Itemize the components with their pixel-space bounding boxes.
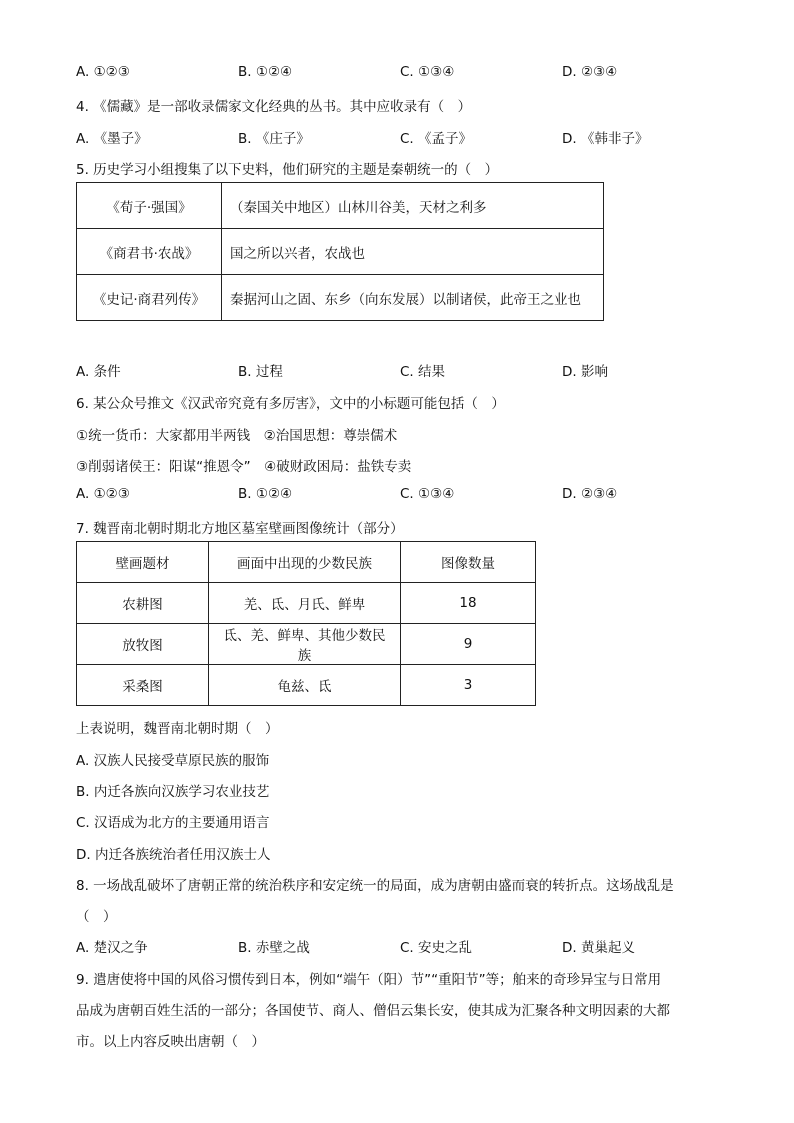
image-count: 18	[401, 583, 536, 624]
q4-option-c[interactable]: C. 《孟子》	[400, 131, 473, 147]
column-header: 图像数量	[401, 542, 536, 583]
q9-stem-line1: 9. 遣唐使将中国的风俗习惯传到日本，例如“端午（阳）节”“重阳节”等；舶来的奇珍异宝与日常用	[76, 972, 662, 988]
q6-options	[76, 486, 716, 506]
table-row	[77, 665, 536, 706]
source-title: 《荀子·强国》	[77, 183, 222, 229]
mural-subject: 放牧图	[77, 624, 209, 665]
q6-statements-2: ③削弱诸侯王：阳谋“推恩令” ④破财政困局：盐铁专卖	[76, 459, 412, 475]
q4-options	[76, 127, 716, 147]
q9-stem-line2: 品成为唐朝百姓生活的一部分；各国使节、商人、僧侣云集长安，使其成为汇聚各种文明因素的大都	[76, 1003, 670, 1019]
q5-source-table	[76, 182, 604, 321]
q3-options	[76, 64, 716, 84]
q5-option-c[interactable]: C. 结果	[400, 364, 446, 380]
source-quote: 秦据河山之固、东乡（向东发展）以制诸侯，此帝王之业也	[222, 275, 604, 321]
table-row	[77, 229, 604, 275]
q5-option-b[interactable]: B. 过程	[238, 364, 283, 380]
ethnic-groups: 羌、氐、月氏、鲜卑	[209, 583, 401, 624]
q5-stem: 5. 历史学习小组搜集了以下史料，他们研究的主题是秦朝统一的（ ）	[76, 162, 499, 178]
q6-option-a[interactable]: A. ①②③	[76, 486, 130, 502]
table-header-row	[77, 542, 536, 583]
image-count: 9	[401, 624, 536, 665]
q8-option-d[interactable]: D. 黄巢起义	[562, 940, 635, 956]
q3-option-d[interactable]: D. ②③④	[562, 64, 618, 80]
q8-options	[76, 936, 716, 956]
ethnic-groups: 氐、羌、鲜卑、其他少数民族	[209, 624, 401, 665]
q7-option-a[interactable]: A. 汉族人民接受草原民族的服饰	[76, 753, 270, 769]
q6-option-d[interactable]: D. ②③④	[562, 486, 618, 502]
q6-option-b[interactable]: B. ①②④	[238, 486, 293, 502]
q7-option-d[interactable]: D. 内迁各族统治者任用汉族士人	[76, 847, 271, 863]
source-title: 《史记·商君列传》	[77, 275, 222, 321]
q7-option-b[interactable]: B. 内迁各族向汉族学习农业技艺	[76, 784, 270, 800]
source-quote: 国之所以兴者，农战也	[222, 229, 604, 275]
q6-statements-1: ①统一货币：大家都用半两钱 ②治国思想：尊崇儒术	[76, 428, 398, 444]
table-row	[77, 624, 536, 665]
table-row	[77, 183, 604, 229]
q9-stem-line3: 市。以上内容反映出唐朝（ ）	[76, 1034, 265, 1050]
q8-option-c[interactable]: C. 安史之乱	[400, 940, 473, 956]
q7-stem: 7. 魏晋南北朝时期北方地区墓室壁画图像统计（部分）	[76, 521, 404, 537]
q8-stem: 8. 一场战乱破坏了唐朝正常的统治秩序和安定统一的局面，成为唐朝由盛而衰的转折点。这场战乱是	[76, 878, 674, 894]
q3-option-a[interactable]: A. ①②③	[76, 64, 130, 80]
q3-option-c[interactable]: C. ①③④	[400, 64, 455, 80]
q5-options	[76, 360, 716, 380]
source-quote: （秦国关中地区）山林川谷美，天材之利多	[222, 183, 604, 229]
column-header: 壁画题材	[77, 542, 209, 583]
image-count: 3	[401, 665, 536, 706]
table-row	[77, 583, 536, 624]
mural-subject: 农耕图	[77, 583, 209, 624]
column-header: 画面中出现的少数民族	[209, 542, 401, 583]
q6-option-c[interactable]: C. ①③④	[400, 486, 455, 502]
q8-stem-blank: （ ）	[76, 909, 117, 925]
q5-option-d[interactable]: D. 影响	[562, 364, 608, 380]
q7-mural-table	[76, 541, 536, 706]
q8-option-b[interactable]: B. 赤壁之战	[238, 940, 310, 956]
q5-option-a[interactable]: A. 条件	[76, 364, 121, 380]
q4-option-b[interactable]: B. 《庄子》	[238, 131, 310, 147]
table-row	[77, 275, 604, 321]
q6-stem: 6. 某公众号推文《汉武帝究竟有多厉害》，文中的小标题可能包括（ ）	[76, 396, 505, 412]
q7-question: 上表说明，魏晋南北朝时期（ ）	[76, 721, 279, 737]
q4-option-a[interactable]: A. 《墨子》	[76, 131, 148, 147]
ethnic-groups: 龟兹、氐	[209, 665, 401, 706]
source-title: 《商君书·农战》	[77, 229, 222, 275]
q8-option-a[interactable]: A. 楚汉之争	[76, 940, 148, 956]
q3-option-b[interactable]: B. ①②④	[238, 64, 293, 80]
q4-option-d[interactable]: D. 《韩非子》	[562, 131, 649, 147]
q7-option-c[interactable]: C. 汉语成为北方的主要通用语言	[76, 815, 270, 831]
q4-stem: 4. 《儒藏》是一部收录儒家文化经典的丛书。其中应收录有（ ）	[76, 99, 472, 115]
mural-subject: 采桑图	[77, 665, 209, 706]
